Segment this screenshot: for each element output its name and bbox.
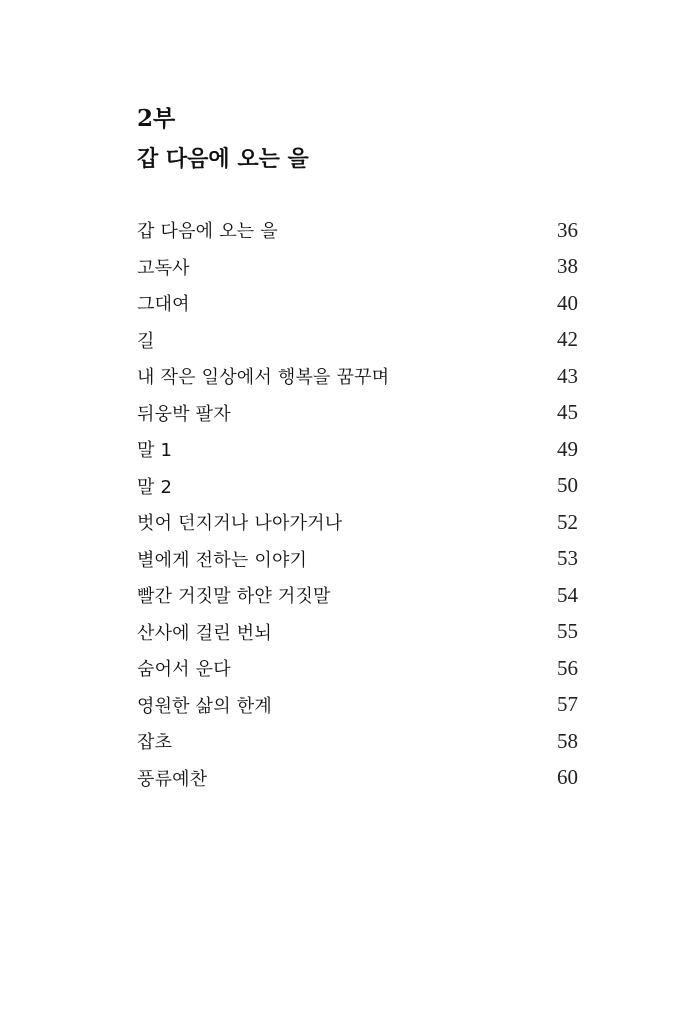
toc-entry-page: 60 bbox=[557, 765, 578, 790]
toc-entry-title: 말 2 bbox=[137, 476, 173, 498]
toc-entry-page: 52 bbox=[557, 509, 578, 534]
toc-entry-title: 벗어 던지거나 나아가거나 bbox=[137, 513, 343, 535]
toc-entry-title: 영원한 삶의 한계 bbox=[137, 695, 272, 717]
toc-entry bbox=[137, 468, 578, 505]
toc-entry bbox=[137, 760, 578, 797]
toc-entry bbox=[137, 650, 578, 687]
toc-entry bbox=[137, 285, 578, 322]
toc-entry bbox=[137, 577, 578, 614]
toc-entry bbox=[137, 431, 578, 468]
toc-entry bbox=[137, 249, 578, 286]
toc-entry-page: 55 bbox=[557, 619, 578, 644]
part-heading bbox=[137, 104, 577, 174]
table-of-contents bbox=[137, 212, 578, 796]
toc-entry bbox=[137, 723, 578, 760]
toc-entry bbox=[137, 687, 578, 724]
toc-entry bbox=[137, 358, 578, 395]
toc-entry-page: 53 bbox=[557, 546, 578, 571]
toc-entry bbox=[137, 212, 578, 249]
toc-entry-page: 58 bbox=[557, 728, 578, 753]
toc-entry-title: 갑 다음에 오는 을 bbox=[137, 221, 278, 243]
part-number: 2부 bbox=[137, 105, 176, 132]
toc-entry-page: 36 bbox=[557, 217, 578, 242]
toc-entry bbox=[137, 322, 578, 359]
toc-entry-title: 풍류예찬 bbox=[137, 768, 208, 790]
toc-entry-page: 54 bbox=[557, 582, 578, 607]
toc-entry-page: 40 bbox=[557, 290, 578, 315]
toc-entry bbox=[137, 541, 578, 578]
toc-entry-page: 57 bbox=[557, 692, 578, 717]
toc-entry-title: 빨간 거짓말 하얀 거짓말 bbox=[137, 586, 331, 608]
toc-entry-page: 42 bbox=[557, 327, 578, 352]
toc-entry-page: 43 bbox=[557, 363, 578, 388]
toc-entry-title: 숨어서 운다 bbox=[137, 659, 231, 681]
toc-entry-page: 45 bbox=[557, 400, 578, 425]
toc-entry-title: 별에게 전하는 이야기 bbox=[137, 549, 308, 571]
toc-entry-title: 고독사 bbox=[137, 257, 190, 279]
toc-entry bbox=[137, 504, 578, 541]
toc-entry-page: 56 bbox=[557, 655, 578, 680]
part-title: 갑 다음에 오는 을 bbox=[137, 146, 309, 172]
toc-entry-title: 내 작은 일상에서 행복을 꿈꾸며 bbox=[137, 367, 390, 389]
toc-entry-page: 38 bbox=[557, 254, 578, 279]
toc-entry-title: 잡초 bbox=[137, 732, 173, 754]
toc-entry-page: 50 bbox=[557, 473, 578, 498]
toc-entry-title: 그대여 bbox=[137, 294, 190, 316]
toc-entry-page: 49 bbox=[557, 436, 578, 461]
toc-entry bbox=[137, 614, 578, 651]
toc-entry-title: 뒤웅박 팔자 bbox=[137, 403, 231, 425]
toc-entry-title: 산사에 걸린 번뇌 bbox=[137, 622, 272, 644]
toc-entry-title: 말 1 bbox=[137, 440, 173, 462]
toc-entry-title: 길 bbox=[137, 330, 155, 352]
toc-entry bbox=[137, 395, 578, 432]
